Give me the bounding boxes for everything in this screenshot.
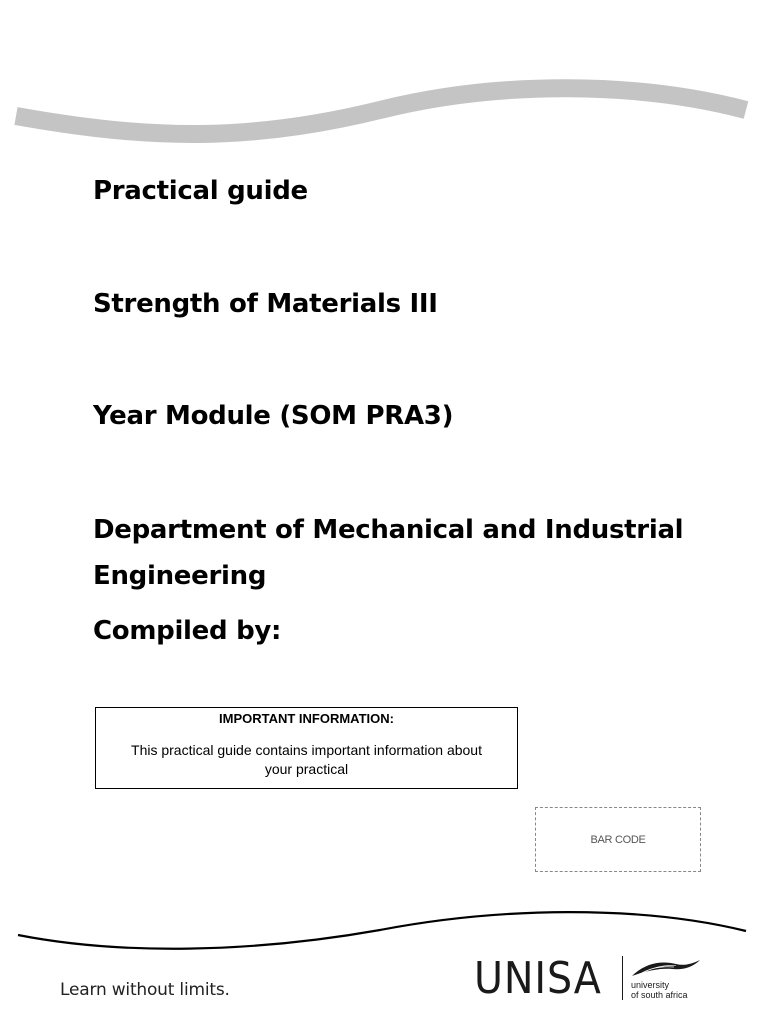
barcode-placeholder: [535, 807, 701, 872]
important-information-title: IMPORTANT INFORMATION:: [219, 711, 394, 726]
logo-divider: [622, 956, 623, 1000]
logo-subtitle-line1: university: [631, 980, 670, 990]
logo-subtitle-line2: of south africa: [631, 990, 688, 1000]
unisa-logo: [474, 952, 688, 1004]
bird-icon: [630, 958, 702, 980]
year-module-code: Year Module (SOM PRA3): [93, 401, 454, 431]
decorative-wave-top: [0, 70, 768, 160]
important-information-body: This practical guide contains important information about your practical: [131, 742, 482, 777]
compiled-by-label: Compiled by:: [93, 616, 282, 646]
logo-subtitle: [631, 980, 721, 1000]
decorative-wave-bottom: [0, 895, 768, 965]
department-name: Department of Mechanical and Industrial Engineering: [93, 515, 684, 591]
module-name: Strength of Materials III: [93, 289, 438, 319]
barcode-label: BAR CODE: [590, 833, 646, 846]
footer-tagline: Learn without limits.: [60, 980, 230, 1000]
important-information-box: [95, 707, 518, 789]
document-title: Practical guide: [93, 176, 308, 206]
logo-wordmark: UNISA: [474, 953, 602, 1004]
